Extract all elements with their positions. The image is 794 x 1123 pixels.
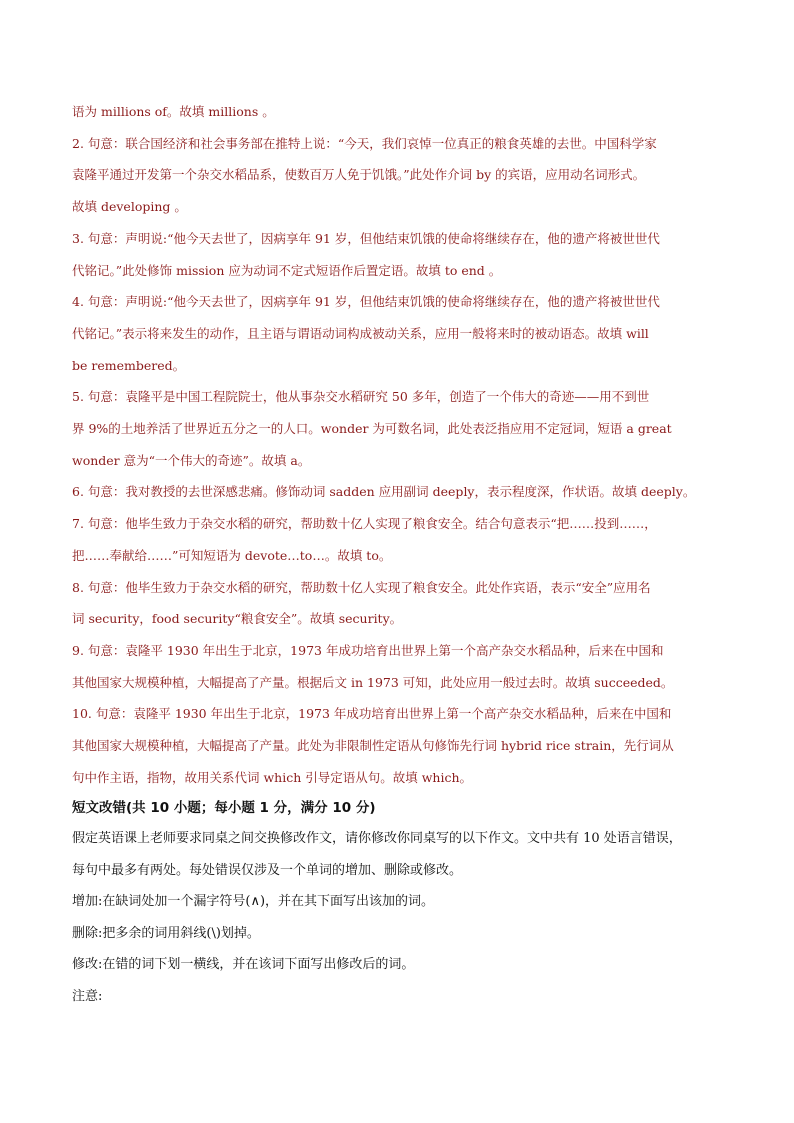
instruction-delete: 删除:把多余的词用斜线(\)划掉。 [72, 925, 260, 941]
answer-line: 词 security，food security“粮食安全”。故填 security。 [72, 611, 403, 627]
answer-line: 5. 句意：袁隆平是中国工程院院士，他从事杂交水稻研究 50 多年，创造了一个伟大的奇迹——用不到世 [72, 389, 650, 405]
notes-label: 注意: [72, 988, 103, 1004]
error-correction-section [72, 793, 727, 1012]
answer-line: 其他国家大规模种植，大幅提高了产量。根据后文 in 1973 可知，此处应用一般过去时。故填 succeeded。 [72, 674, 674, 690]
answer-line: 8. 句意：他毕生致力于杂交水稻的研究，帮助数十亿人实现了粮食安全。此处作宾语，表示“安全”应用名 [72, 579, 651, 595]
answer-line: 代铭记。”表示将来发生的动作，且主语与谓语动词构成被动关系，应用一般将来时的被动语态。故填 will [72, 325, 649, 341]
answer-line: 4. 句意：声明说:“他今天去世了，因病享年 91 岁，但他结束饥饿的使命将继续存在，他的遗产将被世世代 [72, 294, 660, 310]
answer-line: 界 9%的土地养活了世界近五分之一的人口。wonder 为可数名词，此处表泛指应用不定冠词，短语 a great [72, 421, 672, 437]
answer-line: 语为 millions of。故填 millions 。 [72, 104, 275, 119]
section-title: 短文改错(共 10 小题；每小题 1 分，满分 10 分) [72, 800, 376, 817]
instruction-modify: 修改:在错的词下划一横线，并在该词下面写出修改后的词。 [72, 957, 415, 973]
answer-explanations [72, 96, 727, 793]
instruction-line: 假定英语课上老师要求同桌之间交换修改作文，请你修改你同桌写的以下作文。文中共有 10 处语言错误， [72, 831, 682, 847]
answer-line: be remembered。 [72, 357, 186, 373]
answer-line: 9. 句意：袁隆平 1930 年出生于北京，1973 年成功培育出世界上第一个高产杂交水稻品种，后来在中国和 [72, 642, 664, 658]
answer-line: 袁隆平通过开发第一个杂交水稻品系，使数百万人免于饥饿。”此处作介词 by 的宾语，应用动名词形式。 [72, 167, 646, 183]
answer-line: 3. 句意：声明说:“他今天去世了，因病享年 91 岁，但他结束饥饿的使命将继续存在，他的遗产将被世世代 [72, 230, 660, 246]
answer-line: 6. 句意：我对教授的去世深感悲痛。修饰动词 sadden 应用副词 deeply，表示程度深，作状语。故填 deeply。 [72, 484, 696, 500]
answer-line: 2. 句意：联合国经济和社会事务部在推特上说：“今天，我们哀悼一位真正的粮食英雄的去世。中国科学家 [72, 135, 657, 151]
answer-line: 把……奉献给……”可知短语为 devote…to…。故填 to。 [72, 547, 392, 563]
answer-line: wonder 意为“一个伟大的奇迹”。故填 a。 [72, 452, 311, 468]
answer-line: 代铭记。”此处修饰 mission 应为动词不定式短语作后置定语。故填 to end 。 [72, 262, 502, 278]
answer-line: 10. 句意：袁隆平 1930 年出生于北京，1973 年成功培育出世界上第一个高产杂交水稻品种，后来在中国和 [72, 706, 672, 722]
answer-line: 7. 句意：他毕生致力于杂交水稻的研究，帮助数十亿人实现了粮食安全。结合句意表示“把……投到……， [72, 516, 657, 532]
answer-line: 其他国家大规模种植，大幅提高了产量。此处为非限制性定语从句修饰先行词 hybrid rice strain，先行词从 [72, 738, 674, 754]
instruction-add: 增加:在缺词处加一个漏字符号(∧)，并在其下面写出该加的词。 [72, 894, 435, 910]
instruction-line: 每句中最多有两处。每处错误仅涉及一个单词的增加、删除或修改。 [72, 862, 463, 878]
document-page [72, 96, 727, 1012]
answer-line: 句中作主语，指物，故用关系代词 which 引导定语从句。故填 which。 [72, 769, 473, 785]
answer-line: 故填 developing 。 [72, 199, 187, 215]
